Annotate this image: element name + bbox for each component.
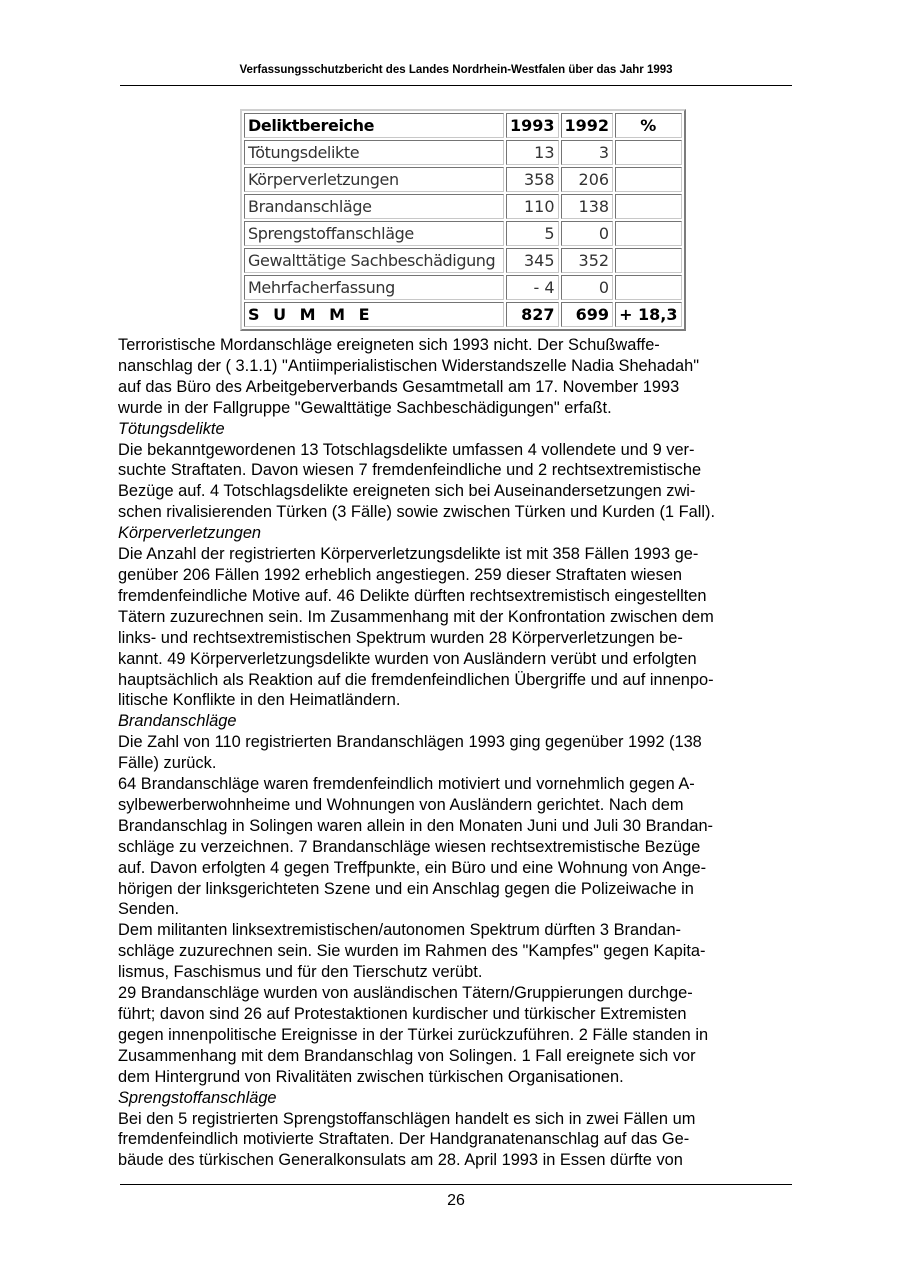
- paragraph: [118, 920, 793, 983]
- sum-cell: + 18,3: [615, 302, 681, 327]
- paragraph: [118, 335, 793, 419]
- text-line: hörigen der linksgerichteten Szene und ein Anschlag gegen die Polizeiwache in: [118, 879, 694, 898]
- text-line: schläge zuzurechnen sein. Sie wurden im Rahmen des "Kampfes" gegen Kapita-: [118, 942, 706, 961]
- text-line: Dem militanten linksextremistischen/autonomen Spektrum dürften 3 Brandan-: [118, 921, 682, 940]
- text-line: Die Anzahl der registrierten Körperverletzungsdelikte ist mit 358 Fällen 1993 ge-: [118, 545, 699, 564]
- table-cell: [615, 140, 681, 165]
- text-line: Terroristische Mordanschläge ereigneten sich 1993 nicht. Der Schußwaffe-: [118, 336, 660, 354]
- text-line: Die bekanntgewordenen 13 Totschlagsdelikte umfassen 4 vollendete und 9 ver-: [118, 440, 695, 459]
- paragraph: [118, 440, 793, 524]
- body-text: [118, 335, 793, 1171]
- table-cell: Mehrfacherfassung: [244, 275, 504, 300]
- header-rule: [120, 85, 792, 86]
- table-cell: 206: [561, 167, 614, 192]
- text-line: gegen innenpolitische Ereignisse in der Türkei zurückzuführen. 2 Fälle standen in: [118, 1025, 709, 1044]
- text-line: dem Hintergrund von Rivalitäten zwischen türkischen Organisationen.: [118, 1067, 624, 1086]
- page-number: 26: [447, 1192, 465, 1209]
- text-line: schläge zu verzeichnen. 7 Brandanschläge wiesen rechtsextremistische Bezüge: [118, 837, 701, 856]
- table-cell: [615, 248, 681, 273]
- text-line: bäude des türkischen Generalkonsulats am 28. April 1993 in Essen dürfte von: [118, 1151, 683, 1170]
- text-line: Zusammenhang mit dem Brandanschlag von Solingen. 1 Fall ereignete sich vor: [118, 1046, 696, 1065]
- table-cell: Brandanschläge: [244, 194, 504, 219]
- table-cell: Körperverletzungen: [244, 167, 504, 192]
- text-line: Fälle) zurück.: [118, 754, 217, 773]
- table-cell: - 4: [506, 275, 559, 300]
- table-cell: 5: [506, 221, 559, 246]
- table-row: [244, 194, 682, 219]
- header-cell: %: [615, 113, 681, 138]
- text-line: führt; davon sind 26 auf Protestaktionen kurdischer und türkischer Extremisten: [118, 1005, 687, 1023]
- text-line: auf. Davon erfolgten 4 gegen Treffpunkte, ein Büro und eine Wohnung von Ange-: [118, 858, 707, 877]
- table-cell: 352: [561, 248, 614, 273]
- paragraph: [118, 1109, 793, 1172]
- text-line: hauptsächlich als Reaktion auf die fremdenfeindlichen Übergriffe und auf innenpo-: [118, 670, 714, 689]
- header-cell: Deliktbereiche: [244, 113, 504, 138]
- text-line: schen rivalisierenden Türken (3 Fälle) sowie zwischen Türken und Kurden (1 Fall).: [118, 503, 716, 522]
- header-cell: 1992: [561, 113, 614, 138]
- text-line: fremdenfeindlich motivierte Straftaten. Der Handgranatenanschlag auf das Ge-: [118, 1130, 690, 1149]
- table-cell: [615, 194, 681, 219]
- text-line: suchte Straftaten. Davon wiesen 7 fremdenfeindliche und 2 rechtsextremistische: [118, 461, 702, 480]
- table-row: [244, 221, 682, 246]
- header-cell: 1993: [506, 113, 559, 138]
- table-cell: 345: [506, 248, 559, 273]
- table-cell: 0: [561, 221, 614, 246]
- text-line: nanschlag der ( 3.1.1) "Antiimperialistischen Widerstandszelle Nadia Shehadah": [118, 356, 700, 375]
- table-cell: 358: [506, 167, 559, 192]
- text-line: auf das Büro des Arbeitgeberverbands Gesamtmetall am 17. November 1993: [118, 377, 680, 396]
- table-cell: 0: [561, 275, 614, 300]
- table-cell: 138: [561, 194, 614, 219]
- text-line: litische Konflikte in den Heimatländern.: [118, 691, 401, 710]
- offense-table: [240, 109, 686, 331]
- table-row: [244, 248, 682, 273]
- sum-cell: 827: [506, 302, 559, 327]
- section-heading: Tötungsdelikte: [118, 419, 225, 438]
- running-header: Verfassungsschutzbericht des Landes Nordrhein-Westfalen über das Jahr 1993: [239, 64, 673, 76]
- table-cell: Sprengstoffanschläge: [244, 221, 504, 246]
- text-line: Bezüge auf. 4 Totschlagsdelikte ereigneten sich bei Auseinandersetzungen zwi-: [118, 482, 696, 501]
- table-row: [244, 275, 682, 300]
- text-line: fremdenfeindliche Motive auf. 46 Delikte dürften rechtsextremistisch eingestellten: [118, 586, 707, 605]
- table-cell: [615, 167, 681, 192]
- paragraph: [118, 774, 793, 920]
- paragraph: [118, 983, 793, 1088]
- table-header-row: [244, 113, 682, 138]
- text-line: sylbewerberwohnheime und Wohnungen von Ausländern gerichtet. Nach dem: [118, 795, 684, 814]
- sum-cell: 699: [561, 302, 614, 327]
- text-line: 64 Brandanschläge waren fremdenfeindlich motiviert und vornehmlich gegen A-: [118, 775, 695, 794]
- text-line: lismus, Faschismus und für den Tierschutz verübt.: [118, 963, 483, 982]
- table-cell: Tötungsdelikte: [244, 140, 504, 165]
- table-sum-row: [244, 302, 682, 327]
- text-line: Brandanschlag in Solingen waren allein in den Monaten Juni und Juli 30 Brandan-: [118, 816, 714, 835]
- table-cell: 3: [561, 140, 614, 165]
- footer-rule: [120, 1184, 792, 1185]
- text-line: 29 Brandanschläge wurden von ausländischen Tätern/Gruppierungen durchge-: [118, 984, 693, 1003]
- text-line: wurde in der Fallgruppe "Gewalttätige Sachbeschädigungen" erfaßt.: [118, 398, 612, 417]
- section-heading: Brandanschläge: [118, 712, 237, 731]
- paragraph: [118, 544, 793, 711]
- text-line: Tätern zuzurechnen sein. Im Zusammenhang mit der Konfrontation zwischen dem: [118, 607, 714, 626]
- table-cell: [615, 275, 681, 300]
- table-cell: 13: [506, 140, 559, 165]
- section-heading: Körperverletzungen: [118, 524, 262, 543]
- section-heading: Sprengstoffanschläge: [118, 1088, 277, 1107]
- text-line: kannt. 49 Körperverletzungsdelikte wurden von Ausländern verübt und erfolgten: [118, 649, 697, 668]
- text-line: links- und rechtsextremistischen Spektrum wurden 28 Körperverletzungen be-: [118, 628, 683, 647]
- paragraph: [118, 732, 793, 774]
- text-line: Senden.: [118, 900, 180, 919]
- table-cell: [615, 221, 681, 246]
- table-row: [244, 167, 682, 192]
- sum-cell: S U M M E: [244, 302, 504, 327]
- table-cell: 110: [506, 194, 559, 219]
- text-line: Die Zahl von 110 registrierten Brandanschlägen 1993 ging gegenüber 1992 (138: [118, 733, 702, 752]
- table-cell: Gewalttätige Sachbeschädigung: [244, 248, 504, 273]
- table-row: [244, 140, 682, 165]
- text-line: Bei den 5 registrierten Sprengstoffanschlägen handelt es sich in zwei Fällen um: [118, 1109, 696, 1128]
- text-line: genüber 206 Fällen 1992 erheblich angestiegen. 259 dieser Straftaten wiesen: [118, 565, 683, 584]
